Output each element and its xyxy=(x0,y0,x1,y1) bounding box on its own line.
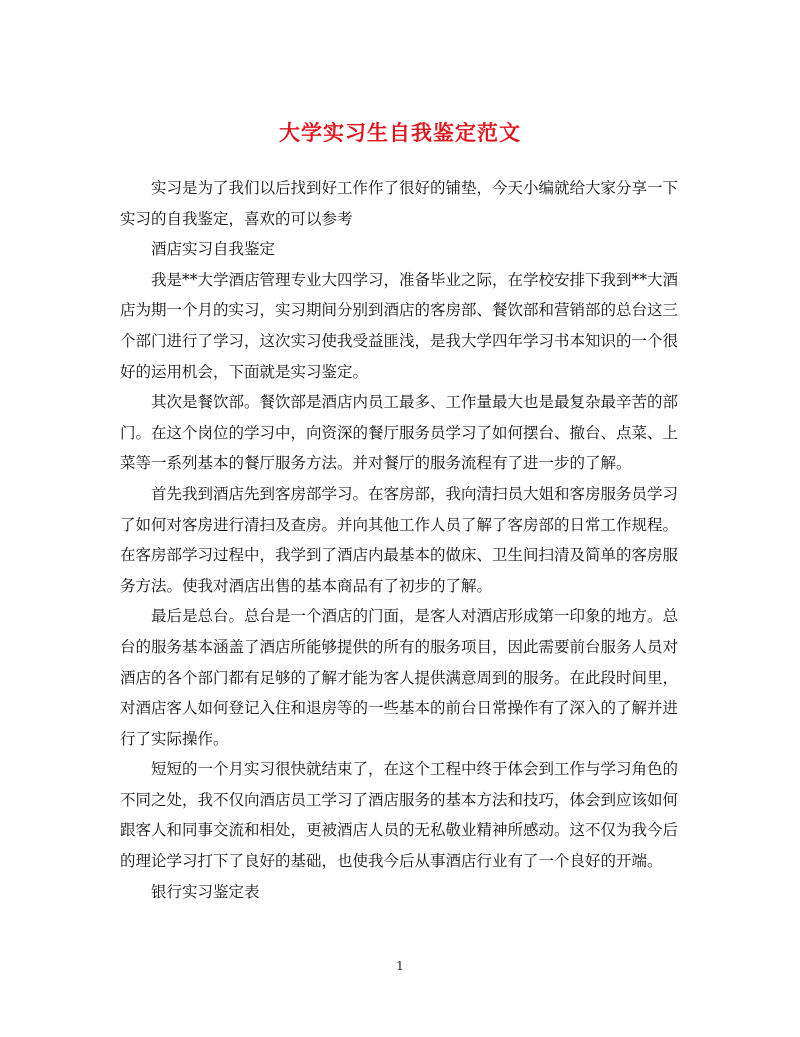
document-body xyxy=(120,173,678,907)
document-title: 大学实习生自我鉴定范文 xyxy=(279,120,521,146)
section-heading-bank: 银行实习鉴定表 xyxy=(151,882,260,901)
body-paragraph: 最后是总台。总台是一个酒店的门面，是客人对酒店形成第一印象的地方。总台的服务基本涵盖了酒店所能够提供的所有的服务项目，因此需要前台服务人员对酒店的各个部门都有足够的了解才能为客人提供满意周到的服务。在此段时间里，对酒店客人如何登记入住和退房等的一些基本的前台日常操作有了深入的了解并进行了实际操作。 xyxy=(120,607,679,748)
section-heading-hotel: 酒店实习自我鉴定 xyxy=(151,240,276,259)
intro-paragraph: 实习是为了我们以后找到好工作作了很好的铺垫，今天小编就给大家分享一下实习的自我鉴定，喜欢的可以参考 xyxy=(120,179,679,228)
body-paragraph: 我是**大学酒店管理专业大四学习，准备毕业之际，在学校安排下我到**大酒店为期一个月的实习，实习期间分别到酒店的客房部、餐饮部和营销部的总台这三个部门进行了学习，这次实习使我受益匪浅，是我大学四年学习书本知识的一个很好的运用机会，下面就是实习鉴定。 xyxy=(120,270,679,381)
page-number: 1 xyxy=(396,959,404,973)
body-paragraph: 首先我到酒店先到客房部学习。在客房部，我向清扫员大姐和客房服务员学习了如何对客房进行清扫及查房。并向其他工作人员了解了客房部的日常工作规程。在客房部学习过程中，我学到了酒店内最基本的做床、卫生间扫清及简单的客房服务方法。使我对酒店出售的基本商品有了初步的了解。 xyxy=(120,484,679,595)
body-paragraph: 短短的一个月实习很快就结束了，在这个工程中终于体会到工作与学习角色的不同之处，我不仅向酒店员工学习了酒店服务的基本方法和技巧，体会到应该如何跟客人和同事交流和相处，更被酒店人员的无私敬业精神所感动。这不仅为我今后的理论学习打下了良好的基础，也使我今后从事酒店行业有了一个良好的开端。 xyxy=(120,760,679,871)
body-paragraph: 其次是餐饮部。餐饮部是酒店内员工最多、工作量最大也是最复杂最辛苦的部门。在这个岗位的学习中，向资深的餐厅服务员学习了如何摆台、撤台、点菜、上菜等一系列基本的餐厅服务方法。并对餐厅的服务流程有了进一步的了解。 xyxy=(120,393,679,473)
